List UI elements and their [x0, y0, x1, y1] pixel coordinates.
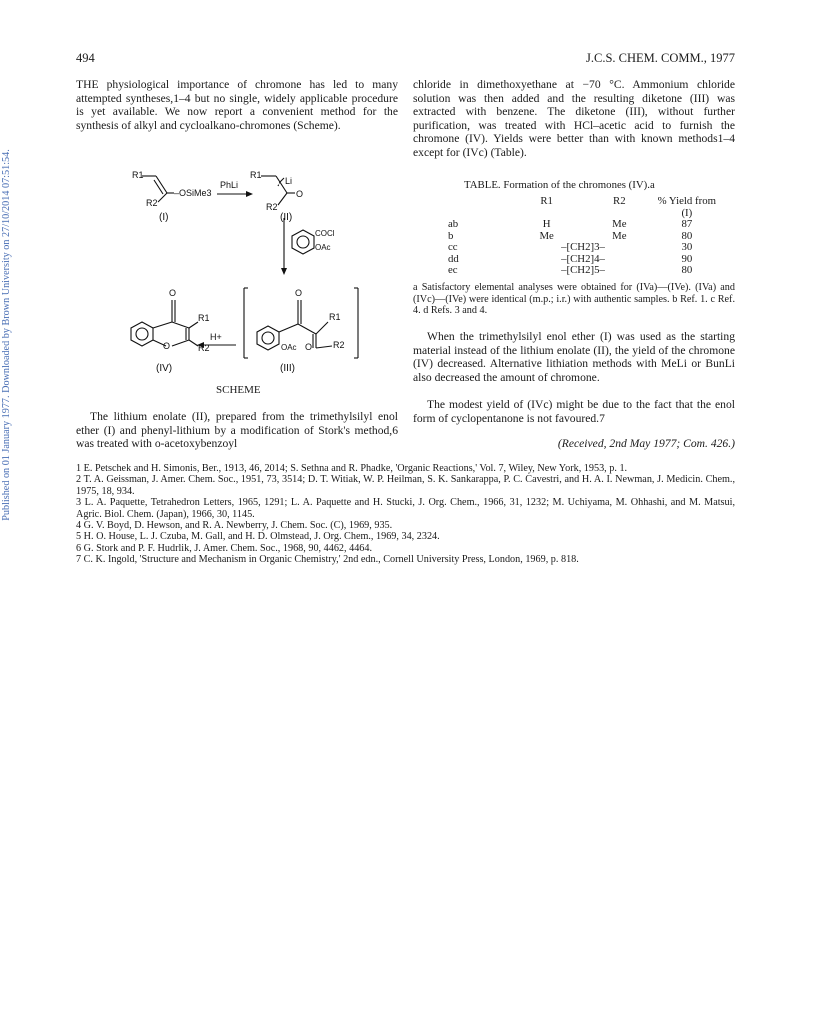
bond-line	[153, 322, 172, 328]
r2-label: R2	[146, 198, 158, 208]
table-row	[448, 219, 718, 231]
benzene-ring	[136, 328, 148, 340]
li-label: Li	[285, 176, 293, 186]
references	[76, 463, 735, 566]
table-cell: 87	[681, 218, 693, 230]
cocl-label: COCl	[315, 229, 335, 238]
page-number: 494	[76, 51, 95, 65]
table-cell: H	[542, 218, 551, 230]
table-cell: cc	[448, 241, 458, 253]
header-cell: R1	[540, 195, 553, 207]
table-cell: Me	[612, 229, 627, 242]
reaction-scheme	[76, 168, 406, 398]
reference-item: 1 E. Petschek and H. Simonis, Ber., 1913, 46, 2014; S. Sethna and R. Phadke, 'Organic Reactions,' Vol. 7, Wiley, New York, 1953, p. 1.	[76, 463, 628, 474]
table-cell: 80	[681, 229, 693, 242]
benzene-ring	[131, 322, 153, 346]
bond-line	[280, 178, 284, 182]
benzene-ring	[262, 332, 274, 344]
reference-item: 7 C. K. Ingold, 'Structure and Mechanism in Organic Chemistry,' 2nd edn., Cornell University Press, London, 1969, p. 818.	[76, 554, 579, 566]
bond-line	[279, 324, 298, 332]
bond-line	[189, 322, 198, 328]
bond-line	[278, 182, 280, 186]
compound-ii-label: (II)	[280, 212, 293, 223]
osime3-label: –OSiMe3	[174, 188, 212, 198]
table-cell: 30	[681, 241, 693, 253]
lithium-enolate-paragraph: The lithium enolate (II), prepared from the trimethylsilyl enol ether (I) and phenyl-lithium by a modification of Stork's method,6 was treated with o-acetoxybenzoyl	[76, 410, 398, 450]
reference-item: 5 H. O. House, L. J. Czuba, M. Gall, and H. D. Olmstead, J. Org. Chem., 1969, 34, 2324.	[76, 531, 440, 543]
table-cell: –[CH2]3–	[561, 241, 605, 253]
arrow-head	[246, 191, 253, 197]
chromones-table	[448, 196, 718, 277]
compound-iii-label: (III)	[280, 363, 295, 374]
scheme-caption: SCHEME	[216, 384, 261, 396]
r2-label: R2	[198, 343, 210, 353]
table-cell: Me	[539, 229, 554, 242]
header-cell: % Yield from (I)	[657, 195, 717, 219]
r2-label: R2	[266, 202, 278, 212]
journal-header: J.C.S. CHEM. COMM., 1977	[586, 51, 735, 65]
right-paragraph-3: The modest yield of (IVc) might be due to the fact that the enol form of cyclopentanone is not favoured.7	[413, 398, 735, 425]
r1-label: R1	[250, 170, 262, 180]
table-cell: ec	[448, 264, 458, 276]
reference-item: 3 L. A. Paquette, Tetrahedron Letters, 1965, 1291; L. A. Paquette and H. Stucki, J. Org. Chem., 1966, 31, 1232; M. Uchiyama, M. Ohhashi, and M. Matsui, Agric. Biol. Chem. (Japan), 1966, 30, 1145.	[76, 497, 735, 520]
intro-lead-word: THE	[76, 78, 99, 91]
bond-line	[278, 193, 287, 205]
table-cell: –[CH2]5–	[561, 264, 605, 276]
table-cell: 90	[681, 252, 693, 265]
header-cell	[448, 196, 510, 219]
o-label: O	[295, 288, 303, 298]
right-column-paragraph: chloride in dimethoxyethane at −70 °C. Ammonium chloride solution was then added and the resulting diketone (III) was extracted with benzene. The diketone (III), without further purification, was treated with HCl–acetic acid to furnish the chromone (IV). Yields were better than with known methods1–4 except for (IVc) (Table).	[413, 78, 735, 159]
compound-i-label: (I)	[159, 212, 169, 223]
bond-line	[172, 340, 189, 346]
o-label: O	[163, 341, 171, 351]
bond-line	[158, 193, 167, 202]
publication-sidebar-note: Published on 01 January 1977. Downloaded by Brown University on 27/10/2014 07:51:54.	[1, 149, 12, 521]
reference-item: 4 G. V. Boyd, D. Hewson, and R. A. Newberry, J. Chem. Soc. (C), 1969, 935.	[76, 520, 393, 532]
r1-label: R1	[198, 313, 210, 323]
benzene-ring	[297, 236, 309, 248]
intro-paragraph	[76, 78, 398, 132]
o-label: O	[296, 189, 304, 199]
table-title: Formation of the chromones (IV).a	[503, 179, 655, 191]
table-cell: ab	[448, 218, 459, 230]
o-label: O	[305, 342, 313, 352]
table-cell: 80	[681, 264, 693, 276]
oac-label: OAc	[281, 343, 297, 352]
benzene-ring	[292, 230, 314, 254]
r2-label: R2	[333, 340, 345, 350]
table-footnote: a Satisfactory elemental analyses were obtained for (IVa)—(IVe). (IVa) and (IVc)—(IVe) were identical (m.p.; i.r.) with authentic samples. b Ref. 1. c Ref. 4. d Refs. 3 and 4.	[413, 282, 735, 316]
table-label: TABLE.	[464, 179, 501, 191]
table-row	[448, 265, 718, 277]
table-cell: –[CH2]4–	[561, 252, 605, 265]
bond-line	[189, 340, 198, 346]
bond-line	[316, 346, 332, 348]
bond-line	[316, 322, 328, 334]
compound-iv-label: (IV)	[156, 363, 173, 374]
table-cell: Me	[612, 218, 627, 230]
arrow-head	[281, 268, 287, 275]
table-caption	[464, 180, 724, 192]
table-header-row	[448, 196, 718, 219]
r1-label: R1	[329, 312, 341, 322]
oac-label: OAc	[315, 243, 331, 252]
reagent-phli: PhLi	[220, 180, 239, 190]
r1-label: R1	[132, 170, 144, 180]
bond-line	[172, 322, 189, 328]
bond-line	[298, 324, 316, 334]
received-line: (Received, 2nd May 1977; Com. 426.)	[557, 437, 735, 450]
header-cell: R2	[613, 195, 626, 207]
o-label: O	[169, 288, 177, 298]
bond-line	[154, 180, 163, 194]
table-cell: dd	[448, 252, 459, 265]
table-row	[448, 242, 718, 254]
reference-item: 6 G. Stork and P. F. Hudrlik, J. Amer. Chem. Soc., 1968, 90, 4462, 4464.	[76, 542, 373, 554]
benzene-ring	[257, 326, 279, 350]
reference-item: 2 T. A. Geissman, J. Amer. Chem. Soc., 1951, 73, 3514; D. T. Witiak, W. P. Heilman, S. K. Sankarappa, P. C. Cavestri, and H. A. I. Newman, J. Medicin. Chem., 1975, 18, 934.	[76, 474, 735, 497]
right-paragraph-2: When the trimethylsilyl enol ether (I) was used as the starting material instead of the lithium enolate (II), the yield of the chromone (IV) decreased. Alternative lithiation methods with MeLi or BunLi also decreased the amount of chromone.	[413, 330, 735, 384]
reagent-h-plus: H+	[210, 332, 222, 342]
intro-text: physiological importance of chromone has led to many attempted syntheses,1–4 but no single, widely applicable procedure is yet available. We now report a convenient method for the synthesis of alkyl and cycloalkano-chromones (Scheme).	[76, 78, 398, 132]
bond-line	[156, 176, 167, 193]
table-cell: b	[448, 229, 454, 242]
